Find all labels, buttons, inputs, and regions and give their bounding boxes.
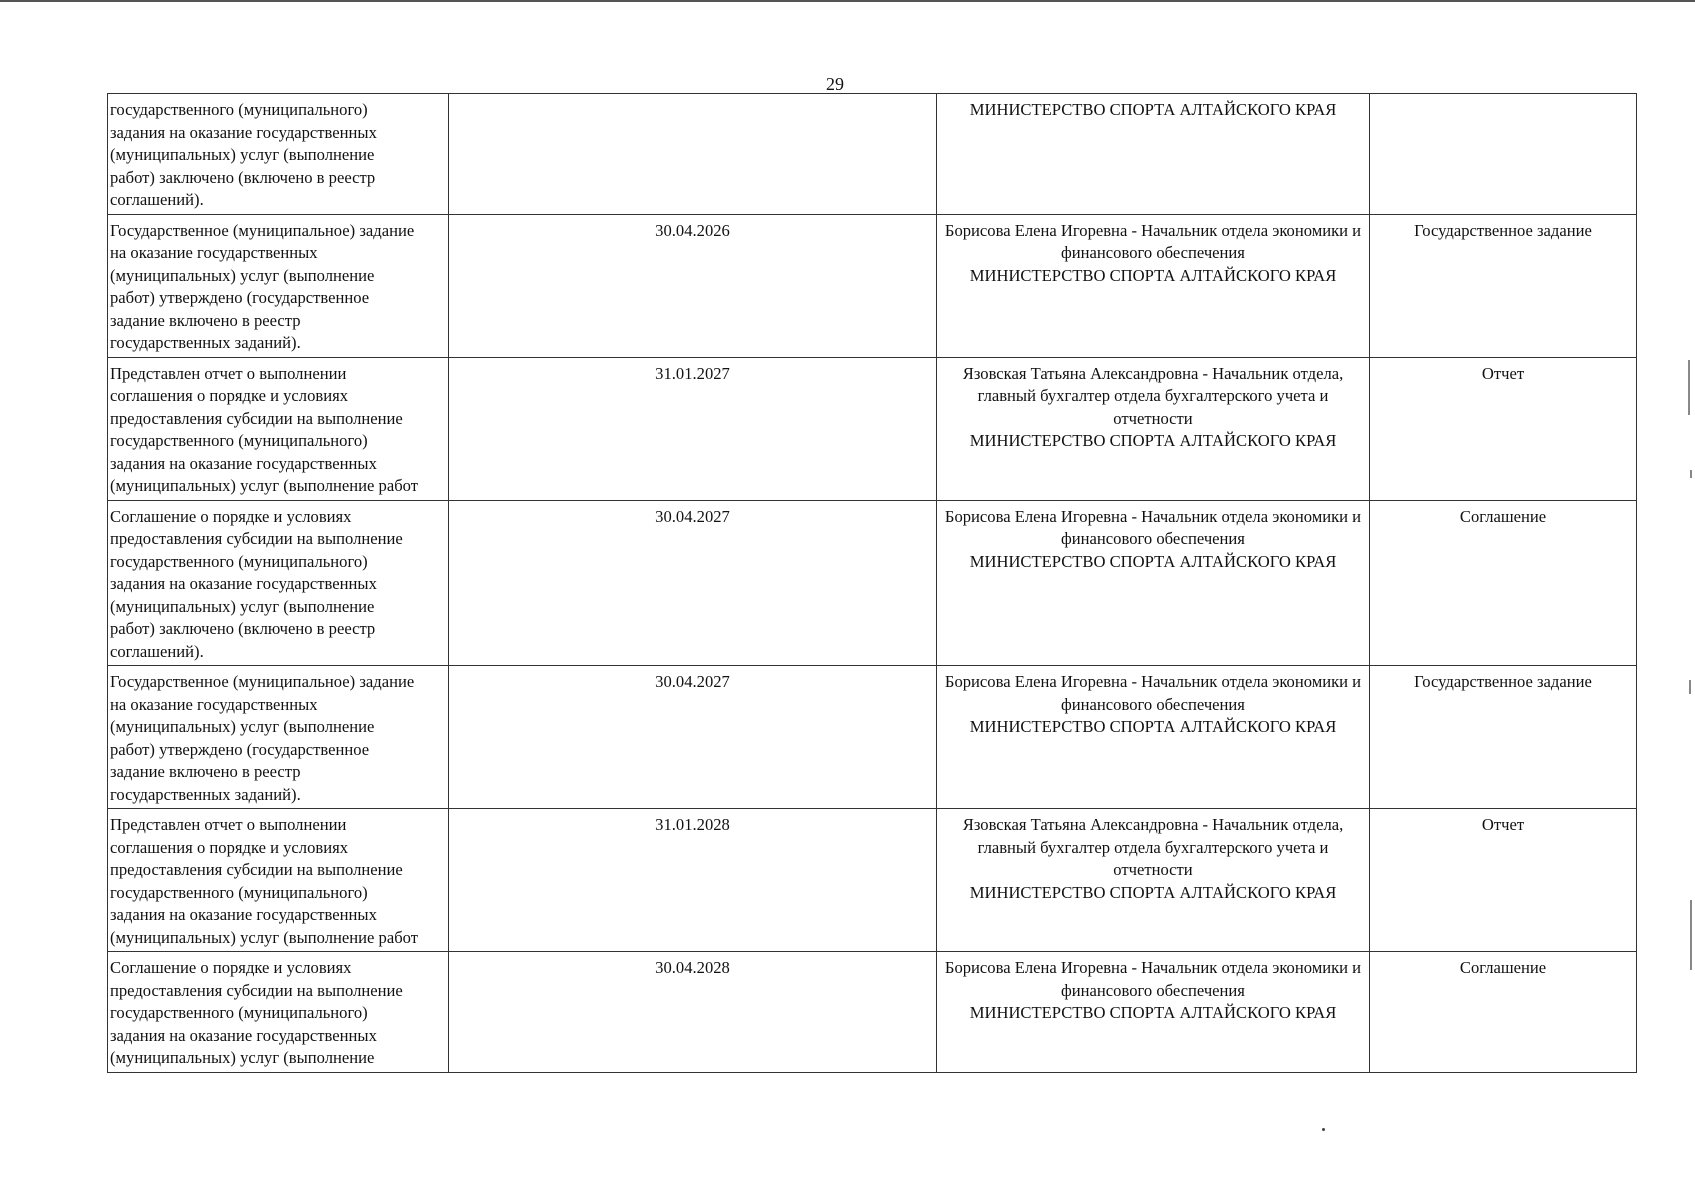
event-line: Соглашение о порядке и условиях (110, 958, 352, 977)
schedule-table-body (108, 94, 1637, 1073)
scan-margin-mark (1690, 900, 1692, 970)
date-cell: 30.04.2027 (449, 500, 937, 666)
event-line: работ) заключено (включено в реестр (110, 619, 376, 638)
event-line: Соглашение о порядке и условиях (110, 506, 352, 526)
responsible-cell (937, 952, 1370, 1073)
event-line: работ) утверждено (государственное (110, 288, 370, 307)
document-type-cell: Отчет (1370, 357, 1637, 500)
responsible-person: Борисова Елена Игоревна - Начальник отдела экономики и финансового обеспечения (944, 506, 1362, 548)
event-line: государственного (муниципального) (110, 431, 368, 450)
event-line: (муниципальных) услуг (выполнение (110, 596, 375, 616)
responsible-person: Язовская Татьяна Александровна - Начальник отдела, главный бухгалтер отдела бухгалтерского учета и отчетности (962, 363, 1344, 428)
event-line: государственного (муниципального) (110, 100, 368, 119)
event-cell (108, 94, 449, 215)
organization-name: МИНИСТЕРСТВО СПОРТА АЛТАЙСКОГО КРАЯ (969, 551, 1337, 571)
event-line: государственного (муниципального) (110, 1003, 368, 1022)
event-line: задания на оказание государственных (110, 1025, 377, 1045)
document-type-cell: Соглашение (1370, 500, 1637, 666)
responsible-cell (937, 500, 1370, 666)
organization-name: МИНИСТЕРСТВО СПОРТА АЛТАЙСКОГО КРАЯ (969, 431, 1337, 450)
table-row (108, 357, 1637, 500)
responsible-cell (937, 357, 1370, 500)
date-cell (449, 94, 937, 215)
responsible-person: Борисова Елена Игоревна - Начальник отдела экономики и финансового обеспечения (944, 672, 1362, 714)
table-row (108, 214, 1637, 357)
scan-speck (1322, 1128, 1325, 1131)
event-cell (108, 357, 449, 500)
event-line: Государственное (муниципальное) задание (110, 220, 415, 240)
table-row (108, 952, 1637, 1073)
date-cell: 30.04.2026 (449, 214, 937, 357)
schedule-table (107, 93, 1637, 1073)
organization-name: МИНИСТЕРСТВО СПОРТА АЛТАЙСКОГО КРАЯ (969, 100, 1337, 119)
responsible-cell (937, 809, 1370, 952)
event-line: (муниципальных) услуг (выполнение работ (110, 476, 418, 495)
event-line: соглашения о порядке и условиях (110, 386, 349, 405)
date-cell: 30.04.2028 (449, 952, 937, 1073)
event-line: соглашений). (110, 190, 204, 209)
event-line: задание включено в реестр (110, 762, 301, 781)
responsible-cell (937, 94, 1370, 215)
event-line: задания на оказание государственных (110, 122, 377, 142)
date-cell: 31.01.2028 (449, 809, 937, 952)
responsible-person: Борисова Елена Игоревна - Начальник отдела экономики и финансового обеспечения (944, 220, 1362, 262)
event-line: предоставления субсидии на выполнение (110, 408, 403, 428)
event-line: работ) утверждено (государственное (110, 739, 370, 759)
event-line: государственных заданий). (110, 333, 301, 352)
responsible-cell (937, 214, 1370, 357)
scan-margin-mark (1690, 470, 1692, 478)
document-type-cell (1370, 94, 1637, 215)
event-line: на оказание государственных (110, 243, 318, 262)
organization-name: МИНИСТЕРСТВО СПОРТА АЛТАЙСКОГО КРАЯ (969, 717, 1337, 736)
event-line: государственного (муниципального) (110, 882, 368, 902)
responsible-person: Борисова Елена Игоревна - Начальник отдела экономики и финансового обеспечения (944, 958, 1362, 1000)
event-line: работ) заключено (включено в реестр (110, 167, 376, 187)
page-number: 29 (826, 74, 844, 94)
scan-top-edge (0, 0, 1695, 2)
table-row (108, 666, 1637, 809)
organization-name: МИНИСТЕРСТВО СПОРТА АЛТАЙСКОГО КРАЯ (969, 1003, 1337, 1022)
event-line: (муниципальных) услуг (выполнение (110, 1048, 375, 1067)
document-type-cell: Государственное задание (1370, 666, 1637, 809)
event-cell (108, 952, 449, 1073)
event-line: предоставления субсидии на выполнение (110, 529, 403, 548)
event-cell (108, 809, 449, 952)
event-line: Государственное (муниципальное) задание (110, 672, 415, 691)
event-cell (108, 214, 449, 357)
document-type-cell: Соглашение (1370, 952, 1637, 1073)
table-row (108, 809, 1637, 952)
event-line: Представлен отчет о выполнении (110, 815, 347, 834)
event-line: предоставления субсидии на выполнение (110, 980, 403, 1000)
responsible-person: Язовская Татьяна Александровна - Начальник отдела, главный бухгалтер отдела бухгалтерского учета и отчетности (962, 815, 1344, 879)
event-line: на оказание государственных (110, 694, 318, 714)
event-line: задание включено в реестр (110, 310, 301, 330)
event-line: (муниципальных) услуг (выполнение работ (110, 927, 418, 947)
organization-name: МИНИСТЕРСТВО СПОРТА АЛТАЙСКОГО КРАЯ (969, 265, 1337, 285)
event-line: (муниципальных) услуг (выполнение (110, 265, 375, 285)
event-line: предоставления субсидии на выполнение (110, 860, 403, 879)
event-line: соглашений). (110, 641, 204, 661)
table-row (108, 500, 1637, 666)
event-line: задания на оказание государственных (110, 574, 377, 593)
organization-name: МИНИСТЕРСТВО СПОРТА АЛТАЙСКОГО КРАЯ (969, 882, 1337, 902)
scan-margin-mark (1689, 680, 1691, 694)
event-line: соглашения о порядке и условиях (110, 837, 349, 857)
date-cell: 31.01.2027 (449, 357, 937, 500)
event-line: (муниципальных) услуг (выполнение (110, 145, 375, 164)
document-type-cell: Отчет (1370, 809, 1637, 952)
event-line: Представлен отчет о выполнении (110, 363, 347, 383)
document-type-cell: Государственное задание (1370, 214, 1637, 357)
event-line: задания на оказание государственных (110, 453, 377, 473)
responsible-cell (937, 666, 1370, 809)
event-line: задания на оказание государственных (110, 905, 377, 924)
table-row (108, 94, 1637, 215)
event-cell (108, 500, 449, 666)
scan-margin-mark (1688, 360, 1690, 415)
event-line: государственных заданий). (110, 784, 301, 804)
event-line: (муниципальных) услуг (выполнение (110, 717, 375, 736)
event-line: государственного (муниципального) (110, 551, 368, 571)
event-cell (108, 666, 449, 809)
date-cell: 30.04.2027 (449, 666, 937, 809)
